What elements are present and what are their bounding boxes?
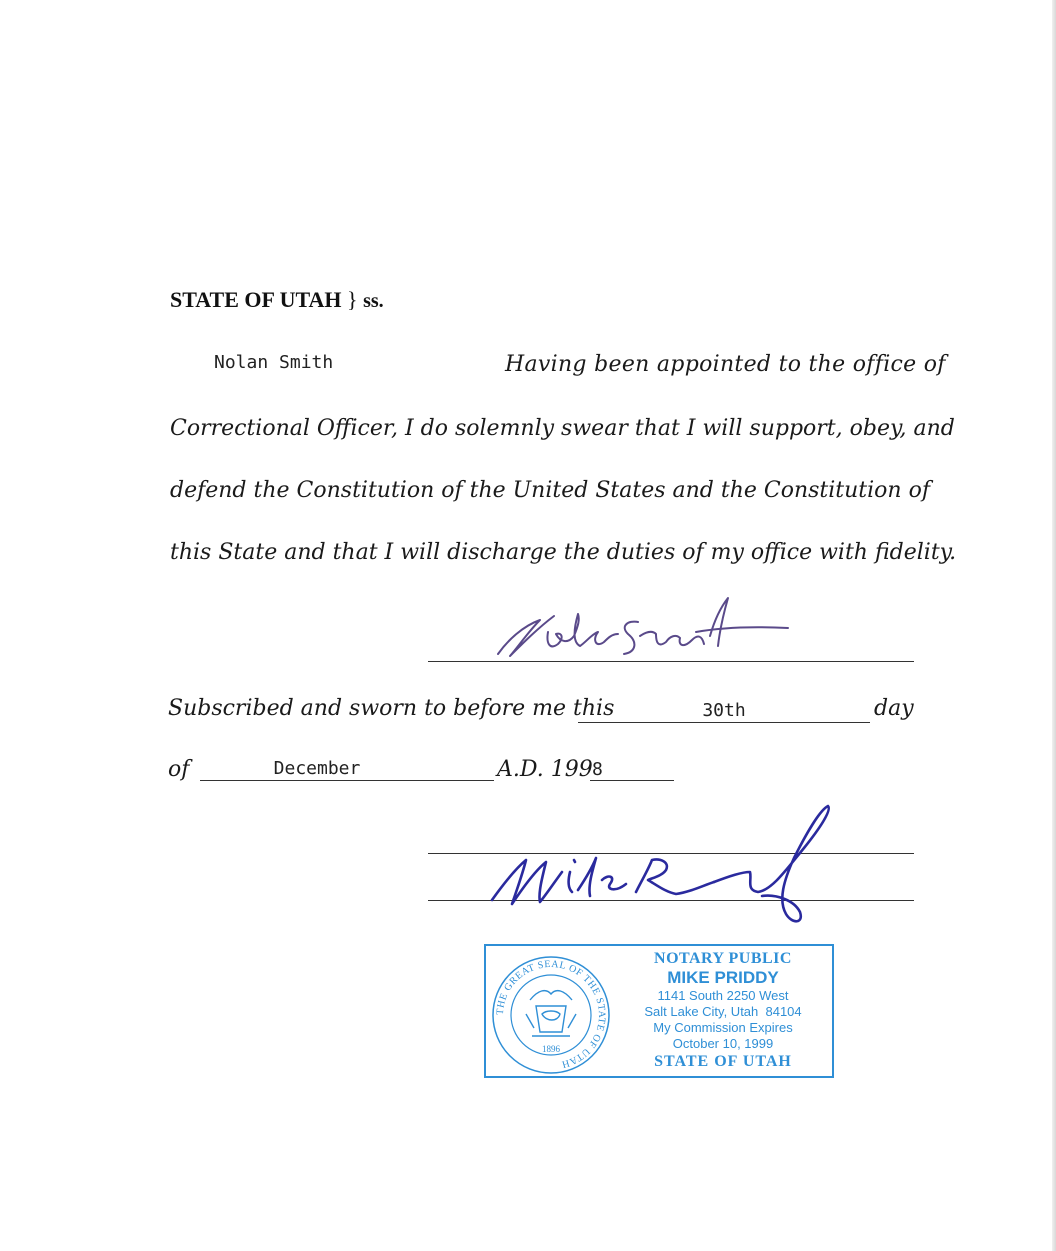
day-value: 30th: [702, 700, 746, 721]
year-digit: 8: [592, 759, 603, 780]
page-edge: [1052, 0, 1056, 1251]
document-heading: [170, 287, 384, 313]
stamp-text-block: [614, 950, 832, 1072]
heading-ss: ss.: [363, 290, 384, 312]
ad-year-text: A.D. 199: [497, 757, 593, 782]
heading-brace: }: [347, 287, 358, 312]
oath-line-2: Correctional Officer, I do solemnly swear that I will support, obey, and: [170, 416, 955, 441]
notary-stamp: [484, 944, 834, 1078]
seal-year: 1896: [542, 1044, 560, 1054]
oath-line-1: Having been appointed to the office of: [505, 352, 946, 377]
affiant-signature: [488, 592, 798, 672]
month-value: December: [273, 758, 361, 779]
stamp-notary-name: MIKE PRIDDY: [667, 968, 779, 987]
affiant-signature-line: [428, 661, 914, 662]
stamp-commission: My Commission Expires: [653, 1020, 793, 1035]
stamp-title: NOTARY PUBLIC: [654, 950, 792, 967]
day-word: day: [874, 696, 914, 721]
stamp-address-1: 1141 South 2250 West: [657, 988, 789, 1003]
oath-line-3: defend the Constitution of the United States and the Constitution of: [170, 478, 930, 503]
month-blank: [200, 758, 494, 781]
stamp-address-2: Salt Lake City, Utah 84104: [644, 1004, 802, 1019]
oath-line-4: this State and that I will discharge the duties of my office with fidelity.: [170, 540, 957, 565]
state-seal-icon: [490, 954, 612, 1076]
seal-ring-text: THE GREAT SEAL OF THE STATE OF UTAH: [494, 958, 608, 1070]
day-blank: [578, 700, 870, 723]
heading-state: STATE OF UTAH: [170, 287, 342, 312]
appointee-name: Nolan Smith: [214, 352, 334, 373]
of-word: of: [168, 757, 190, 782]
stamp-expiry: October 10, 1999: [672, 1036, 774, 1051]
notary-signature: [480, 800, 860, 930]
stamp-state: STATE OF UTAH: [654, 1053, 792, 1070]
subscribed-text: Subscribed and sworn to before me this: [168, 696, 615, 721]
